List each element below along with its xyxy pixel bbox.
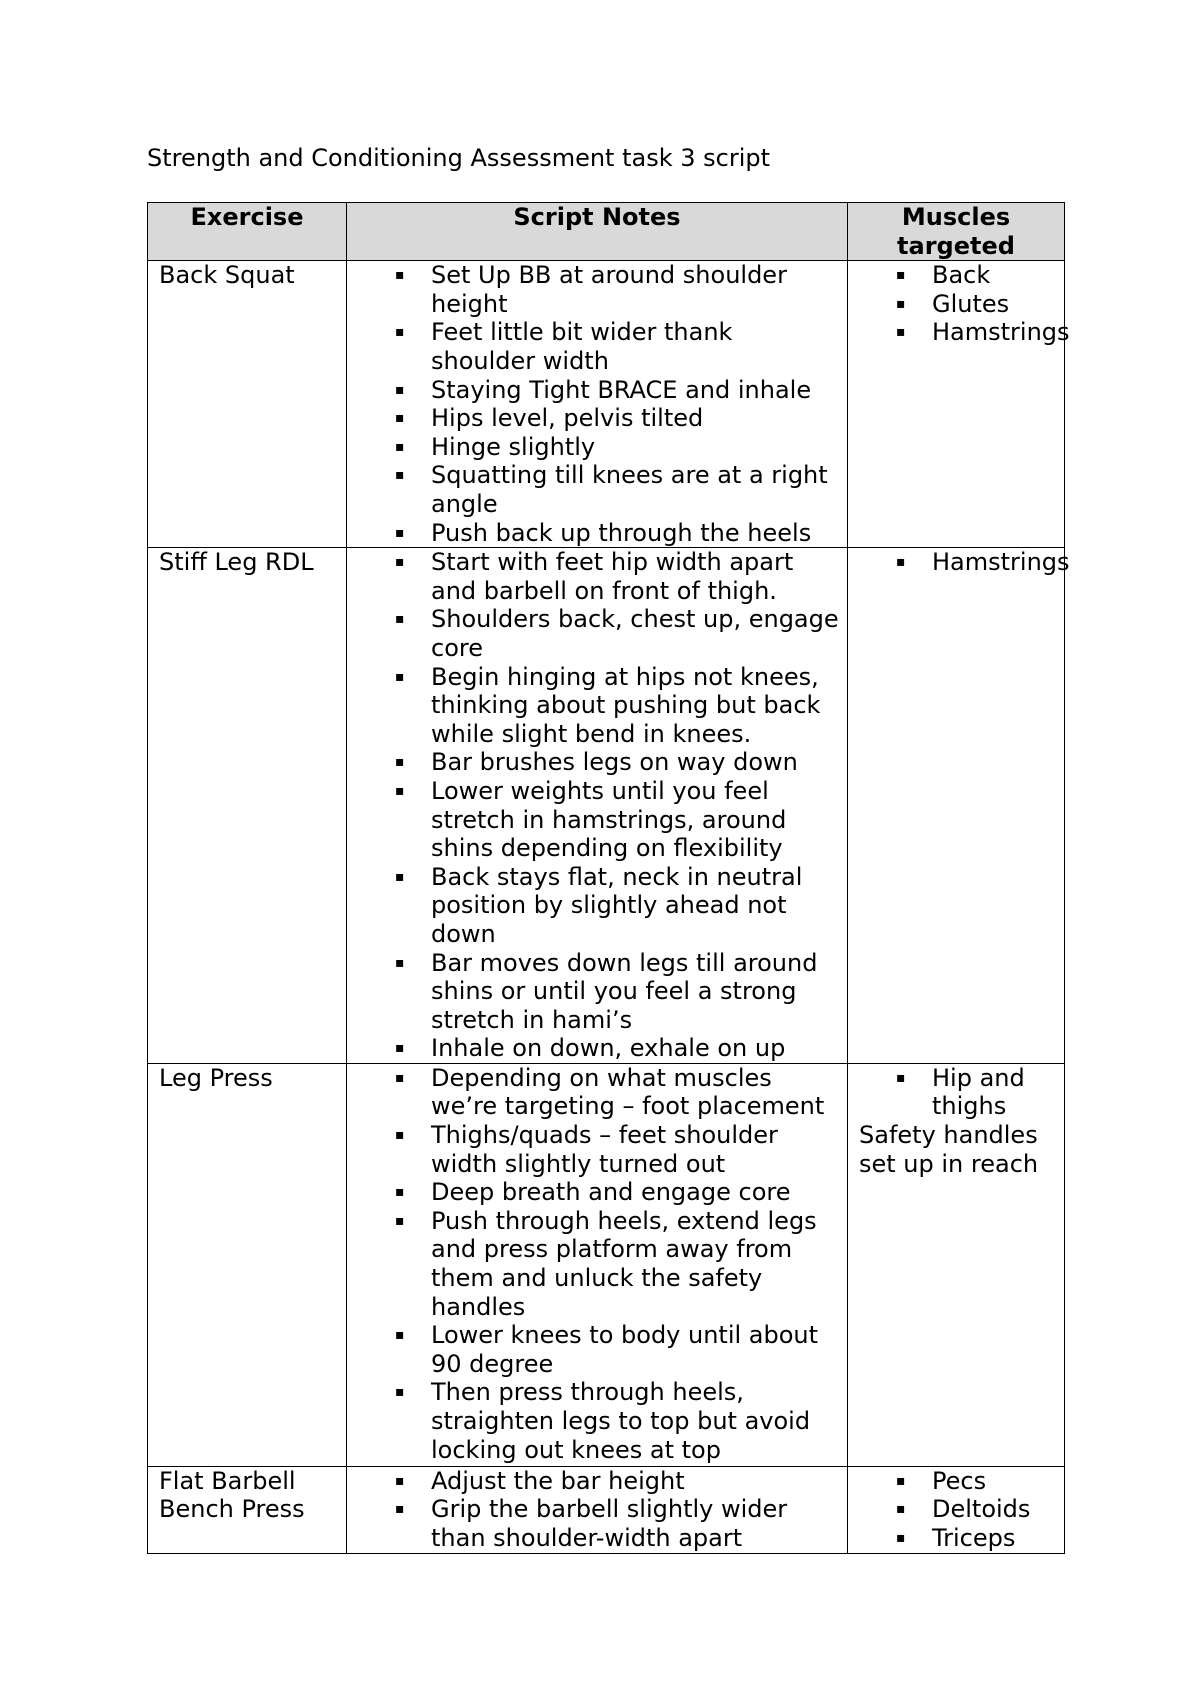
note-text: Shoulders back, chest up, engage core [431,605,839,662]
list-item [347,949,839,1035]
script-notes-cell [347,548,848,1064]
list-item [347,863,839,949]
note-text: Bar moves down legs till around shins or until you feel a strong stretch in hami’s [431,948,818,1034]
note-text: Set Up BB at around shoulder height [431,261,787,318]
script-notes-list [347,261,839,547]
list-item [347,1495,839,1552]
muscle-text: Hamstrings [932,548,1070,577]
muscle-text: Hip and thighs [932,1063,1025,1121]
note-text: Lower weights until you feel stretch in hamstrings, around shins depending on flexibility [431,776,787,863]
square-bullet-icon: ▪ [896,1069,906,1086]
muscle-text: Triceps [932,1524,1016,1553]
muscles-targeted-cell [848,1063,1065,1466]
square-bullet-icon: ▪ [896,295,906,312]
table-header [148,203,1065,261]
note-text: Grip the barbell slightly wider than shoulder-width apart [431,1495,788,1553]
muscles-list [848,548,1070,577]
square-bullet-icon: ▪ [896,554,906,571]
exercise-cell: Leg Press [148,1063,347,1466]
list-item [347,548,839,605]
list-item [347,663,839,749]
list-item [347,1121,839,1178]
muscles-list [848,1064,1058,1121]
list-item [347,318,839,375]
muscle-text: Back [932,261,991,290]
muscle-text: Pecs [932,1466,987,1495]
script-notes-cell [347,1063,848,1466]
note-text: Hinge slightly [431,432,596,461]
header-script-notes: Script Notes [347,203,848,261]
square-bullet-icon: ▪ [395,324,405,341]
square-bullet-icon: ▪ [395,1127,405,1144]
list-item [848,1524,1058,1553]
square-bullet-icon: ▪ [395,668,405,685]
square-bullet-icon: ▪ [395,1327,405,1344]
list-item [347,261,839,318]
list-item [347,1467,839,1496]
square-bullet-icon: ▪ [896,1530,906,1547]
square-bullet-icon: ▪ [395,1472,405,1489]
list-item [347,433,839,462]
list-item [347,1378,839,1464]
square-bullet-icon: ▪ [395,954,405,971]
muscles-list [848,261,1070,347]
note-text: Hips level, pelvis tilted [431,404,704,433]
list-item [347,1321,839,1378]
list-item [848,290,1058,319]
note-text: Inhale on down, exhale on up [431,1034,786,1063]
note-text: Deep breath and engage core [431,1178,791,1207]
muscles-targeted-cell [848,548,1070,1064]
script-notes-cell [347,261,848,548]
square-bullet-icon: ▪ [395,782,405,799]
square-bullet-icon: ▪ [395,1384,405,1401]
square-bullet-icon: ▪ [395,267,405,284]
list-item [347,1178,839,1207]
table-row [148,548,1065,1064]
note-text: Back stays flat, neck in neutral position by slightly ahead not down [431,862,803,948]
list-item [347,777,839,863]
exercise-cell: Stiff Leg RDL [148,548,347,1064]
list-item [347,461,839,518]
note-text: Depending on what muscles we’re targeting – foot placement [431,1063,825,1121]
square-bullet-icon: ▪ [395,754,405,771]
muscle-text: Hamstrings [932,318,1070,347]
table-body [148,261,1070,1554]
square-bullet-icon: ▪ [395,410,405,427]
list-item [347,376,839,405]
muscles-list [848,1467,1058,1553]
note-text: Thighs/quads – feet shoulder width slightly turned out [431,1121,778,1178]
note-text: Staying Tight BRACE and inhale [431,375,812,404]
muscle-text: Deltoids [932,1495,1031,1524]
script-notes-list [347,548,839,1063]
list-item [347,1064,839,1121]
script-notes-list [347,1467,839,1553]
square-bullet-icon: ▪ [896,1472,906,1489]
muscle-text: Glutes [932,289,1010,318]
list-item [848,1495,1058,1524]
note-text: Push through heels, extend legs and press platform away from them and unluck the safety handles [431,1206,817,1321]
table-row [148,261,1065,548]
list-item [347,748,839,777]
note-text: Then press through heels, straighten legs to top but avoid locking out knees at top [431,1378,811,1464]
script-notes-cell [347,1466,848,1553]
note-text: Bar brushes legs on way down [431,748,798,777]
square-bullet-icon: ▪ [896,324,906,341]
square-bullet-icon: ▪ [395,381,405,398]
muscles-targeted-cell [848,261,1070,548]
list-item [347,1034,839,1063]
note-text: Begin hinging at hips not knees, thinking about pushing but back while slight bend in knees. [431,662,821,748]
list-item [848,548,1070,577]
script-notes-list [347,1064,839,1464]
square-bullet-icon: ▪ [395,524,405,541]
document-title: Strength and Conditioning Assessment task 3 script [147,144,771,172]
list-item [848,261,1058,290]
square-bullet-icon: ▪ [395,1069,405,1086]
note-text: Squatting till knees are at a right angle [431,461,828,518]
list-item [848,1064,1058,1121]
script-table [147,202,1070,1554]
square-bullet-icon: ▪ [395,1501,405,1518]
square-bullet-icon: ▪ [395,467,405,484]
list-item [848,318,1070,347]
square-bullet-icon: ▪ [395,868,405,885]
square-bullet-icon: ▪ [896,1501,906,1518]
square-bullet-icon: ▪ [395,611,405,628]
header-muscles-targeted: Muscles targeted [848,203,1065,261]
note-text: Start with feet hip width apart and barbell on front of thigh. [431,548,794,605]
square-bullet-icon: ▪ [395,438,405,455]
note-text: Push back up through the heels [431,518,812,547]
header-row [148,203,1065,261]
square-bullet-icon: ▪ [395,1212,405,1229]
note-text: Lower knees to body until about 90 degree [431,1321,819,1378]
muscles-targeted-cell [848,1466,1065,1553]
table-row [148,1063,1065,1466]
list-item [347,605,839,662]
square-bullet-icon: ▪ [896,267,906,284]
table-row [148,1466,1065,1553]
exercise-cell: Back Squat [148,261,347,548]
square-bullet-icon: ▪ [395,1040,405,1057]
list-item [347,1207,839,1321]
list-item [848,1467,1058,1496]
square-bullet-icon: ▪ [395,554,405,571]
exercise-cell: Flat Barbell Bench Press [148,1466,347,1553]
note-text: Feet little bit wider thank shoulder width [431,318,733,375]
header-exercise: Exercise [148,203,347,261]
note-text: Adjust the bar height [431,1466,685,1495]
list-item [347,519,839,548]
list-item [347,404,839,433]
muscles-note: Safety handles set up in reach [859,1121,1039,1178]
square-bullet-icon: ▪ [395,1184,405,1201]
